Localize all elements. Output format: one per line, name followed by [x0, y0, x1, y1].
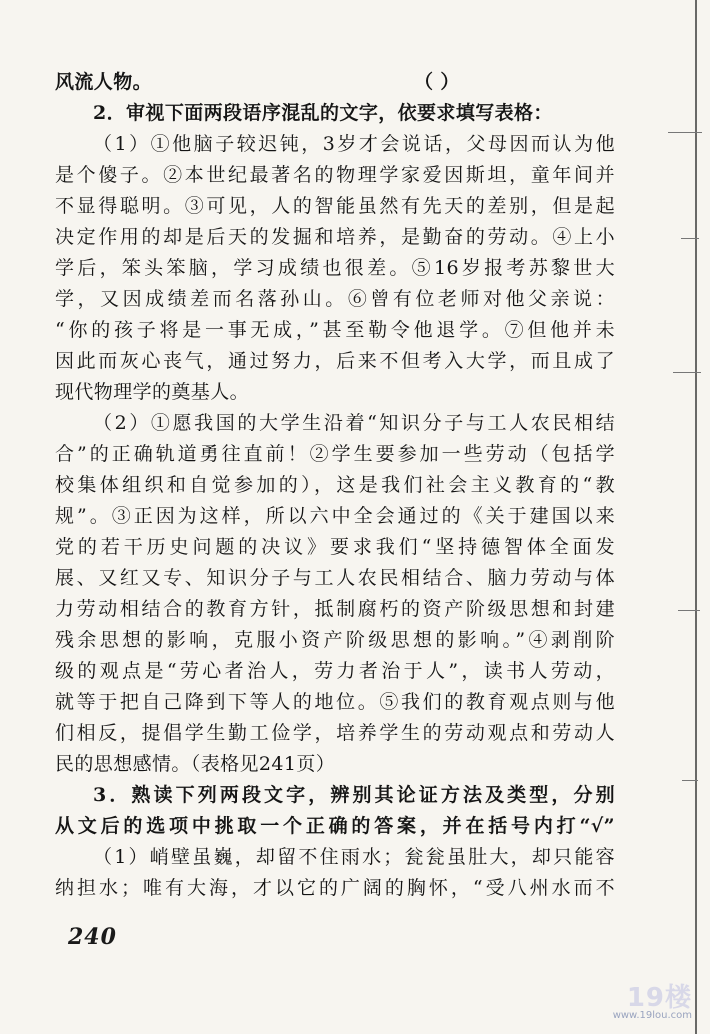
- passage-2-line-8: 残余思想的影响，克服小资产阶级思想的影响。”④剥削阶: [55, 629, 615, 651]
- page-text-block: [55, 68, 615, 905]
- passage-1-line-4: 决定作用的却是后天的发掘和培养，是勤奋的劳动。④上小: [55, 226, 615, 248]
- answer-parentheses: （ ）: [414, 71, 460, 93]
- passage-2-line-4: 规”。③正因为这样，所以六中全会通过的《关于建国以来: [55, 505, 615, 527]
- question-3-passage-line-1: （1）峭壁虽巍，却留不住雨水；瓮瓮虽肚大，却只能容: [93, 846, 615, 868]
- passage-1-line-6: 学，又因成绩差而名落孙山。⑥曾有位老师对他父亲说：: [55, 288, 615, 310]
- passage-2-line-1: （2）①愿我国的大学生沿着“知识分子与工人农民相结: [93, 412, 615, 434]
- question-3-heading-line-2: 从文后的选项中挑取一个正确的答案，并在括号内打“√”: [55, 815, 615, 837]
- text-line-1: [55, 68, 615, 99]
- watermark-logo: 19楼: [626, 983, 692, 1013]
- passage-1-line-1: （1）①他脑子较迟钝，3岁才会说话，父母因而认为他: [93, 133, 615, 155]
- edge-mark-4: [678, 610, 700, 611]
- passage-1-line-7: “你的孩子将是一事无成，”甚至勒令他退学。⑦但他并未: [55, 319, 615, 341]
- question-3-heading-line-1: 3．熟读下列两段文字，辨别其论证方法及类型，分别: [93, 784, 615, 806]
- edge-mark-1: [668, 132, 702, 133]
- question-3-passage-line-2: 纳担水；唯有大海，才以它的广阔的胸怀，“受八州水而不: [55, 877, 615, 899]
- passage-1-line-2: 是个傻子。②本世纪最著名的物理学家爱因斯坦，童年间并: [55, 164, 615, 186]
- edge-mark-3: [673, 372, 701, 373]
- continued-phrase: 风流人物。: [55, 71, 153, 93]
- passage-2-line-2: 合”的正确轨道勇往直前！②学生要参加一些劳动（包括学: [55, 443, 615, 465]
- passage-2-line-6: 展、又红又专、知识分子与工人农民相结合、脑力劳动与体: [55, 567, 615, 589]
- binding-edge-line: [695, 0, 697, 1034]
- passage-2-line-3: 校集体组织和自觉参加的），这是我们社会主义教育的“教: [55, 474, 615, 496]
- watermark-site: www.19lou.com: [612, 1010, 692, 1021]
- passage-2-line-12: 民的思想感情。（表格见241页）: [55, 753, 336, 775]
- edge-mark-2: [681, 238, 699, 239]
- passage-1-line-5: 学后，笨头笨脑，学习成绩也很差。⑤16岁报考苏黎世大: [55, 257, 615, 279]
- edge-mark-5: [682, 780, 698, 781]
- passage-1-line-3: 不显得聪明。③可见，人的智能虽然有先天的差别，但是起: [55, 195, 615, 217]
- passage-2-line-10: 就等于把自己降到下等人的地位。⑤我们的教育观点则与他: [55, 691, 615, 713]
- passage-2-line-5: 党的若干历史问题的决议》要求我们“坚持德智体全面发: [55, 536, 615, 558]
- passage-2-line-9: 级的观点是“劳心者治人，劳力者治于人”，读书人劳动，: [55, 660, 615, 682]
- passage-2-line-7: 力劳动相结合的教育方针，抵制腐朽的资产阶级思想和封建: [55, 598, 615, 620]
- passage-2-line-11: 们相反，提倡学生勤工俭学，培养学生的劳动观点和劳动人: [55, 722, 615, 744]
- passage-1-line-8: 因此而灰心丧气，通过努力，后来不但考入大学，而且成了: [55, 350, 615, 372]
- page-number: 240: [68, 924, 117, 950]
- passage-1-line-9: 现代物理学的奠基人。: [55, 381, 250, 403]
- site-watermark: [612, 983, 692, 1022]
- question-2-heading: 2．审视下面两段语序混乱的文字，依要求填写表格：: [93, 102, 553, 124]
